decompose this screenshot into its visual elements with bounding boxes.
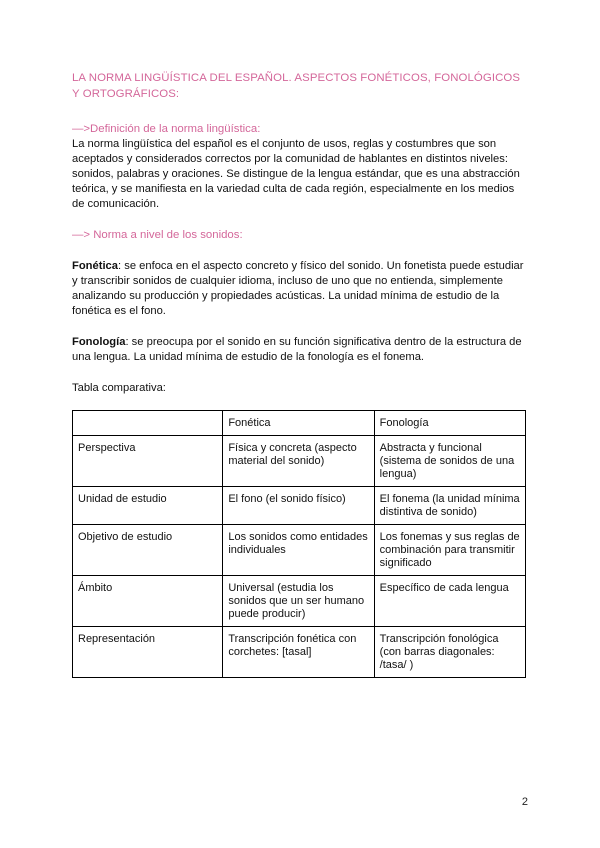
table-cell: El fono (el sonido físico): [223, 487, 374, 525]
definicion-paragraph: La norma lingüística del español es el conjunto de usos, reglas y costumbres que son aceptados y considerados correctos por la comunidad de hablantes en distintos niveles: sonidos, palabras y oraciones. Se distingue de la lengua estándar, que es una abstracción teórica, y se manifiesta en la variedad culta de cada región, especialmente en los medios de comunicación.: [72, 138, 520, 210]
section-heading-definicion: —>Definición de la norma lingüística:: [72, 123, 261, 135]
table-row: [73, 487, 526, 525]
table-cell: Universal (estudia los sonidos que un ser humano puede producir): [223, 576, 374, 627]
table-row-label: Representación: [73, 627, 223, 678]
fonologia-term: Fonología: [72, 336, 126, 348]
table-intro: Tabla comparativa:: [72, 382, 166, 394]
fonologia-description: : se preocupa por el sonido en su función significativa dentro de la estructura de una lengua. La unidad mínima de estudio de la fonología es el fonema.: [72, 336, 522, 363]
table-row-label: Unidad de estudio: [73, 487, 223, 525]
comparison-table: [72, 410, 526, 678]
document-page: [72, 70, 528, 678]
fonologia-paragraph: [72, 335, 528, 365]
document-title: LA NORMA LINGÜÍSTICA DEL ESPAÑOL. ASPECTOS FONÉTICOS, FONOLÓGICOS Y ORTOGRÁFICOS:: [72, 72, 521, 100]
table-row-label: Ámbito: [73, 576, 223, 627]
table-header-cell: Fonología: [374, 411, 525, 436]
table-cell: Física y concreta (aspecto material del sonido): [223, 436, 374, 487]
table-row-label: Objetivo de estudio: [73, 525, 223, 576]
table-header-cell: Fonética: [223, 411, 374, 436]
table-cell: Abstracta y funcional (sistema de sonidos de una lengua): [374, 436, 525, 487]
section-heading-sonidos: —> Norma a nivel de los sonidos:: [72, 229, 243, 241]
table-header-cell: [73, 411, 223, 436]
fonetica-paragraph: [72, 259, 528, 319]
table-row: [73, 525, 526, 576]
table-row: [73, 436, 526, 487]
page-number: 2: [521, 796, 528, 808]
table-cell: El fonema (la unidad mínima distintiva de sonido): [374, 487, 525, 525]
fonetica-description: : se enfoca en el aspecto concreto y físico del sonido. Un fonetista puede estudiar y transcribir sonidos de cualquier idioma, incluso de uno que no entienda, simplemente analizando su producción y propiedades acústicas. La unidad mínima de estudio de la fonética es el fono.: [72, 260, 524, 317]
table-row-label: Perspectiva: [73, 436, 223, 487]
fonetica-term: Fonética: [72, 260, 119, 272]
table-row: [73, 576, 526, 627]
table-cell: Los sonidos como entidades individuales: [223, 525, 374, 576]
table-cell: Transcripción fonológica (con barras diagonales: /tasa/ ): [374, 627, 525, 678]
table-header-row: [73, 411, 526, 436]
table-cell: Específico de cada lengua: [374, 576, 525, 627]
table-row: [73, 627, 526, 678]
table-cell: Transcripción fonética con corchetes: [tasal]: [223, 627, 374, 678]
table-cell: Los fonemas y sus reglas de combinación para transmitir significado: [374, 525, 525, 576]
